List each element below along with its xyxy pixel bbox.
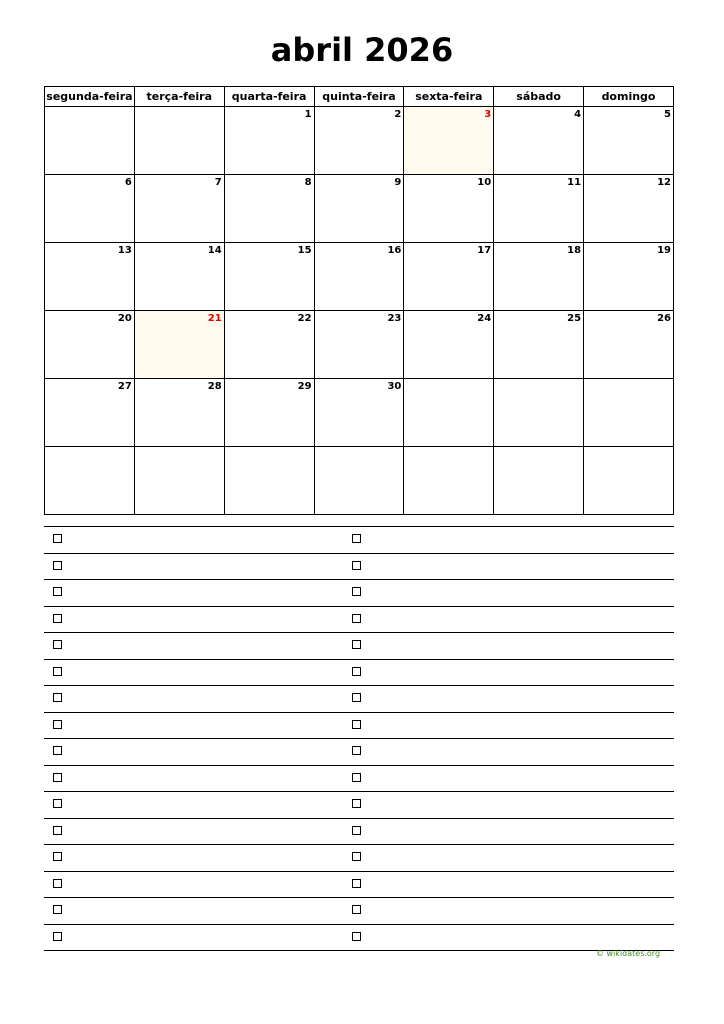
calendar-day-cell xyxy=(494,379,584,447)
calendar-day-cell xyxy=(224,243,314,311)
day-number xyxy=(135,447,224,449)
checkbox-icon[interactable] xyxy=(53,852,62,861)
todo-row xyxy=(44,898,674,925)
calendar-week-row xyxy=(45,379,674,447)
checkbox-icon[interactable] xyxy=(53,534,62,543)
calendar-day-cell xyxy=(404,175,494,243)
checkbox-icon[interactable] xyxy=(352,905,361,914)
checkbox-icon[interactable] xyxy=(352,640,361,649)
day-number: 27 xyxy=(117,381,132,392)
checkbox-icon[interactable] xyxy=(352,587,361,596)
calendar-day-cell xyxy=(45,107,135,175)
calendar-day-cell xyxy=(224,311,314,379)
day-number: 3 xyxy=(484,109,492,120)
calendar-day-cell xyxy=(494,447,584,515)
day-number: 19 xyxy=(657,245,671,256)
calendar-day-cell xyxy=(224,107,314,175)
calendar-day-cell xyxy=(45,379,135,447)
checkbox-icon[interactable] xyxy=(352,614,361,623)
day-number: 20 xyxy=(117,313,132,324)
calendar-day-cell xyxy=(404,311,494,379)
day-number: 7 xyxy=(214,177,222,188)
calendar-week-row xyxy=(45,447,674,515)
calendar-day-cell xyxy=(134,175,224,243)
todo-row xyxy=(44,872,674,899)
checkbox-icon[interactable] xyxy=(53,826,62,835)
calendar-day-cell xyxy=(314,243,404,311)
checkbox-icon[interactable] xyxy=(53,773,62,782)
day-number: 10 xyxy=(477,177,492,188)
calendar-day-cell xyxy=(584,175,674,243)
day-number xyxy=(315,447,404,449)
calendar-day-cell xyxy=(584,447,674,515)
day-number: 1 xyxy=(304,109,312,120)
day-number xyxy=(45,107,134,109)
todo-row xyxy=(44,580,674,607)
day-number xyxy=(404,379,493,381)
calendar-day-cell xyxy=(584,243,674,311)
calendar-day-cell xyxy=(134,379,224,447)
calendar-grid xyxy=(44,86,674,515)
checkbox-icon[interactable] xyxy=(352,667,361,676)
checkbox-icon[interactable] xyxy=(53,561,62,570)
day-number xyxy=(404,447,493,449)
calendar-day-cell xyxy=(224,175,314,243)
weekday-header-sunday: domingo xyxy=(584,87,674,107)
day-number xyxy=(45,447,134,449)
day-number: 24 xyxy=(477,313,492,324)
weekday-header-wednesday: quarta-feira xyxy=(224,87,314,107)
checkbox-icon[interactable] xyxy=(53,746,62,755)
todo-row xyxy=(44,686,674,713)
todo-row xyxy=(44,633,674,660)
checkbox-icon[interactable] xyxy=(352,534,361,543)
weekday-header-saturday: sábado xyxy=(494,87,584,107)
todo-row xyxy=(44,925,674,952)
day-number xyxy=(494,379,583,381)
checkbox-icon[interactable] xyxy=(53,587,62,596)
day-number: 29 xyxy=(297,381,312,392)
checkbox-icon[interactable] xyxy=(352,773,361,782)
calendar-day-cell xyxy=(314,311,404,379)
calendar-day-cell xyxy=(494,311,584,379)
calendar-day-cell xyxy=(584,107,674,175)
weekday-header-thursday: quinta-feira xyxy=(314,87,404,107)
calendar-day-cell xyxy=(134,107,224,175)
checkbox-icon[interactable] xyxy=(352,746,361,755)
calendar-day-cell xyxy=(494,175,584,243)
todo-row xyxy=(44,792,674,819)
day-number: 2 xyxy=(394,109,402,120)
checkbox-icon[interactable] xyxy=(352,720,361,729)
calendar-day-cell xyxy=(584,311,674,379)
day-number: 22 xyxy=(297,313,312,324)
checkbox-icon[interactable] xyxy=(53,720,62,729)
calendar-day-cell xyxy=(224,379,314,447)
footer-credit: © wikidates.org xyxy=(596,949,661,958)
calendar-day-cell xyxy=(134,243,224,311)
day-number: 16 xyxy=(387,245,402,256)
calendar-day-cell xyxy=(314,379,404,447)
calendar-day-cell xyxy=(494,243,584,311)
todo-list xyxy=(44,526,674,951)
day-number xyxy=(225,447,314,449)
calendar-week-row xyxy=(45,311,674,379)
calendar-week-row xyxy=(45,107,674,175)
checkbox-icon[interactable] xyxy=(352,879,361,888)
day-number xyxy=(494,447,583,449)
weekday-header-row xyxy=(45,87,674,107)
weekday-header-monday: segunda-feira xyxy=(45,87,135,107)
calendar-day-cell xyxy=(224,447,314,515)
checkbox-icon[interactable] xyxy=(352,561,361,570)
day-number: 23 xyxy=(387,313,402,324)
checkbox-icon[interactable] xyxy=(352,932,361,941)
calendar-day-cell xyxy=(134,447,224,515)
todo-row xyxy=(44,845,674,872)
calendar-day-cell xyxy=(314,175,404,243)
calendar-day-cell xyxy=(404,379,494,447)
day-number: 21 xyxy=(207,313,222,324)
page-title: abril 2026 xyxy=(270,31,454,69)
weekday-header-tuesday: terça-feira xyxy=(134,87,224,107)
todo-row xyxy=(44,527,674,554)
day-number: 12 xyxy=(657,177,671,188)
checkbox-icon[interactable] xyxy=(53,614,62,623)
checkbox-icon[interactable] xyxy=(53,640,62,649)
day-number: 11 xyxy=(567,177,582,188)
checkbox-icon[interactable] xyxy=(53,879,62,888)
calendar-day-cell xyxy=(45,243,135,311)
todo-row xyxy=(44,766,674,793)
day-number: 5 xyxy=(664,109,671,120)
weekday-header-friday: sexta-feira xyxy=(404,87,494,107)
calendar-day-cell xyxy=(404,243,494,311)
todo-row xyxy=(44,607,674,634)
calendar-day-cell xyxy=(45,447,135,515)
checkbox-icon[interactable] xyxy=(53,693,62,702)
todo-row xyxy=(44,739,674,766)
day-number: 14 xyxy=(207,245,222,256)
calendar-day-cell xyxy=(584,379,674,447)
checkbox-icon[interactable] xyxy=(352,852,361,861)
calendar-day-cell xyxy=(494,107,584,175)
checkbox-icon[interactable] xyxy=(352,826,361,835)
checkbox-icon[interactable] xyxy=(53,667,62,676)
calendar-day-cell xyxy=(134,311,224,379)
checkbox-icon[interactable] xyxy=(53,799,62,808)
day-number: 13 xyxy=(117,245,132,256)
day-number: 30 xyxy=(387,381,402,392)
todo-row xyxy=(44,660,674,687)
day-number xyxy=(584,379,673,381)
day-number: 25 xyxy=(567,313,582,324)
todo-row xyxy=(44,713,674,740)
day-number xyxy=(135,107,224,109)
day-number: 17 xyxy=(477,245,492,256)
calendar-day-cell xyxy=(404,107,494,175)
checkbox-icon[interactable] xyxy=(352,799,361,808)
day-number: 15 xyxy=(297,245,312,256)
day-number: 28 xyxy=(207,381,222,392)
checkbox-icon[interactable] xyxy=(352,693,361,702)
calendar-week-row xyxy=(45,175,674,243)
calendar-day-cell xyxy=(45,175,135,243)
day-number: 8 xyxy=(304,177,312,188)
day-number: 26 xyxy=(657,313,671,324)
todo-row xyxy=(44,819,674,846)
calendar-day-cell xyxy=(314,447,404,515)
day-number: 6 xyxy=(124,177,132,188)
calendar-day-cell xyxy=(314,107,404,175)
todo-row xyxy=(44,554,674,581)
calendar-week-row xyxy=(45,243,674,311)
checkbox-icon[interactable] xyxy=(53,905,62,914)
day-number xyxy=(584,447,673,449)
checkbox-icon[interactable] xyxy=(53,932,62,941)
day-number: 18 xyxy=(567,245,582,256)
day-number: 4 xyxy=(574,109,582,120)
calendar-day-cell xyxy=(45,311,135,379)
calendar-day-cell xyxy=(404,447,494,515)
day-number: 9 xyxy=(394,177,402,188)
